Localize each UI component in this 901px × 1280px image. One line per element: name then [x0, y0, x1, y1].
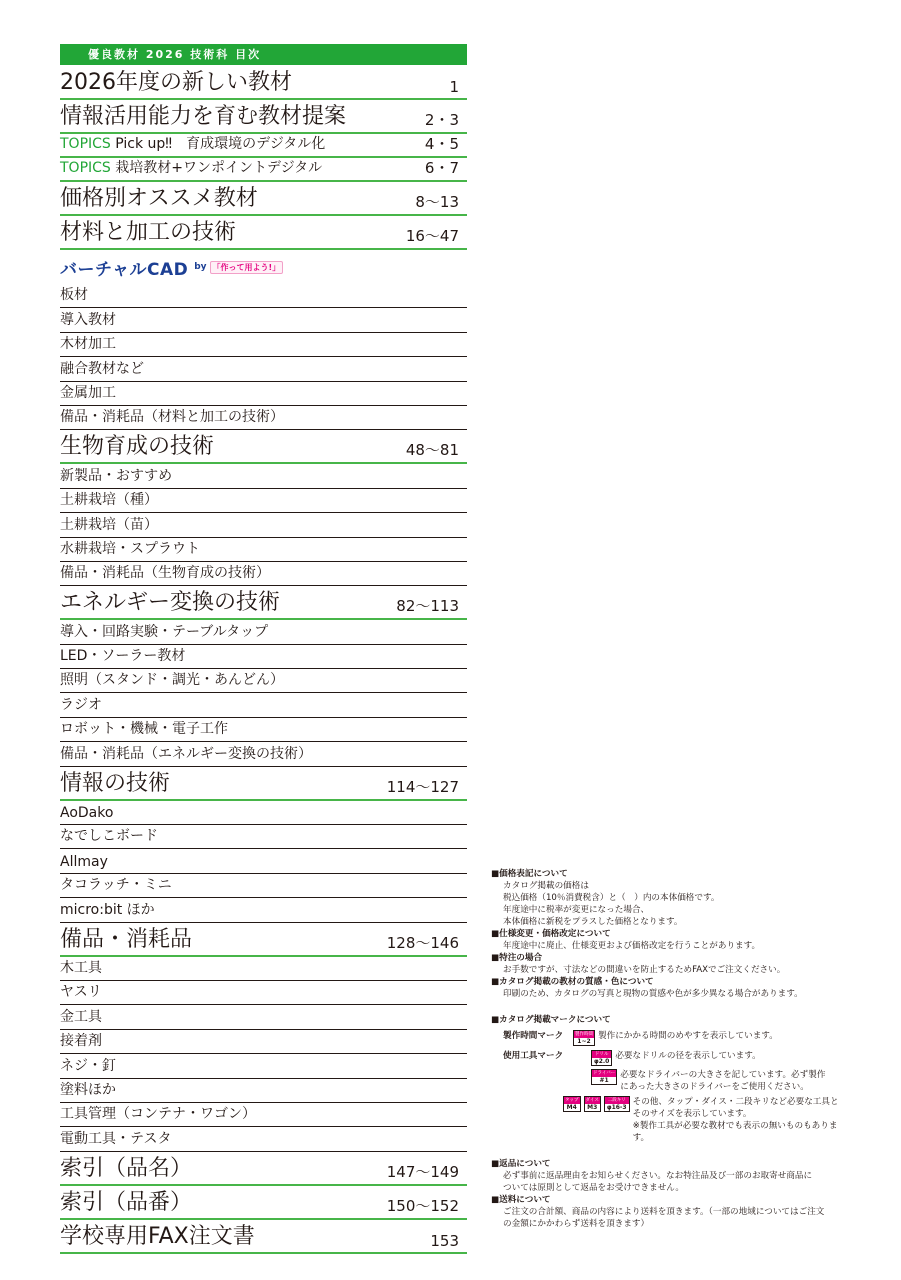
toc-entry-title: なでしこボード	[60, 828, 158, 845]
toc-entry-title: 塗料ほか	[60, 1081, 116, 1098]
other-tool-mark-text: その他、タップ・ダイス・二段キリなど必要な工具と そのサイズを表示しています。 ※製作工具が必要な教材でも表示の無いものもあります。	[632, 1097, 839, 1143]
toc-page-number: 48～81	[405, 441, 459, 460]
toc-entry-title: 木工具	[60, 959, 102, 976]
toc-section-heading	[60, 586, 467, 620]
note-shipping	[491, 1194, 851, 1230]
toc-section-heading	[60, 923, 467, 957]
toc-entry-title: 工具管理（コンテナ・ワゴン）	[60, 1106, 256, 1123]
toc-entry-title: 備品・消耗品（生物育成の技術）	[60, 565, 270, 582]
toc-sub-entry	[60, 1005, 467, 1029]
note-returns-line: 必ず事前に返品理由をお知らせください。なお特注品及び一部のお取寄せ商品に	[503, 1171, 813, 1181]
toc-section-heading	[60, 767, 467, 801]
toc-sub-entry	[60, 849, 467, 873]
toc-page-number: 128～146	[386, 933, 459, 952]
toc-section-heading	[60, 1152, 467, 1186]
time-mark-text: 製作にかかる時間のめやすを表示しています。	[598, 1031, 778, 1041]
note-spec-line: 年度途中に廃止、仕様変更および価格改定を行うことがあります。	[503, 941, 761, 951]
note-quality-line: 印刷のため、カタログの写真と現物の質感や色が多少異なる場合があります。	[503, 989, 803, 999]
toc-section-heading	[60, 430, 467, 464]
toc-entry-title: 情報の技術	[60, 770, 171, 796]
toc-section-heading	[60, 216, 467, 250]
two-step-drill-badge-icon: 二段キリ φ16-3	[604, 1096, 630, 1112]
toc-entry-title: 備品・消耗品（材料と加工の技術）	[60, 409, 284, 426]
toc-sub-entry	[60, 718, 467, 742]
note-special-head: ■特注の場合	[491, 953, 543, 963]
toc-sub-entry	[60, 1030, 467, 1054]
note-price-line: 税込価格（10％消費税含）と（ ）内の本体価格です。	[503, 893, 720, 903]
toc-section-heading	[60, 100, 467, 134]
toc-entry-title: TOPICS 栽培教材+ワンポイントデジタル	[60, 160, 323, 176]
toc-entry-title: 価格別オススメ教材	[60, 186, 258, 211]
toc-entry-title: LED・ソーラー教材	[60, 648, 186, 665]
toc-entry-title: 学校専用FAX注文書	[60, 1223, 255, 1249]
clock-badge-icon: 製作時間 1~2	[575, 1032, 593, 1045]
toc-entry-title: 材料と加工の技術	[60, 220, 237, 245]
toc-entry-title: TOPICS Pick up‼ 育成環境のデジタル化	[60, 136, 326, 152]
toc-entry-title: 土耕栽培（苗）	[60, 516, 158, 533]
virtual-cad-by-text: by	[194, 262, 207, 272]
note-marks	[491, 1014, 851, 1144]
toc-sub-entry	[60, 406, 467, 430]
toc-page-number: 153	[430, 1231, 459, 1250]
toc-page-number: 114～127	[386, 777, 459, 796]
toc-sub-entry	[60, 874, 467, 898]
virtual-cad-logo-text: バーチャルCAD	[60, 259, 189, 280]
toc-entry-title: エネルギー変換の技術	[60, 590, 281, 616]
toc-entry-title: ロボット・機械・電子工作	[60, 721, 228, 738]
virtual-cad-logo	[60, 250, 467, 284]
toc-sub-entry	[60, 669, 467, 693]
time-mark-label: 製作時間マーク	[503, 1031, 564, 1041]
toc-entry-title: 板材	[60, 287, 88, 304]
note-quality-head: ■カタログ掲載の教材の質感・色について	[491, 977, 654, 987]
toc-page-number: 4・5	[424, 135, 459, 153]
header-title: 優良教材 2026 技術科 目次	[88, 48, 262, 61]
toc-entry-title: AoDako	[60, 805, 114, 822]
table-of-contents	[60, 66, 467, 1254]
toc-section-heading	[60, 1186, 467, 1220]
toc-entry-title: タコラッチ・ミニ	[60, 877, 172, 894]
toc-page-number: 2・3	[424, 111, 459, 129]
toc-entry-title: micro:bit ほか	[60, 901, 155, 918]
toc-entry-title: 水耕栽培・スプラウト	[60, 540, 200, 557]
toc-entry-title: 導入教材	[60, 311, 116, 328]
toc-entry-title: 融合教材など	[60, 360, 144, 377]
toc-sub-entry	[60, 357, 467, 381]
toc-entry-title: 新製品・おすすめ	[60, 467, 173, 484]
toc-section-heading	[60, 1220, 467, 1254]
topics-tag: TOPICS	[60, 136, 111, 152]
note-price-head: ■価格表記について	[491, 869, 568, 879]
note-quality	[491, 976, 851, 1000]
toc-entry-title: ネジ・釘	[60, 1057, 116, 1074]
header-title-bar	[60, 44, 467, 65]
drill-mark-text: 必要なドリルの径を表示しています。	[615, 1051, 761, 1061]
toc-entry-title: ヤスリ	[60, 984, 102, 1001]
toc-page-number: 82～113	[396, 597, 459, 616]
toc-sub-entry	[60, 1079, 467, 1103]
toc-topic-entry	[60, 134, 467, 158]
note-shipping-line: ご注文の合計額、商品の内容により送料を頂きます。（一部の地域についてはご注文	[503, 1207, 825, 1217]
screwdriver-badge-icon: ドライバー #1	[593, 1071, 616, 1084]
toc-sub-entry	[60, 801, 467, 825]
toc-sub-entry	[60, 1103, 467, 1127]
note-price-line: 本体価格に新税をプラスした価格となります。	[503, 917, 683, 927]
toc-sub-entry	[60, 489, 467, 513]
note-marks-head: ■カタログ掲載マークについて	[491, 1015, 611, 1025]
note-returns-head: ■返品について	[491, 1159, 551, 1169]
die-badge-icon: ダイス M3	[585, 1098, 599, 1111]
toc-sub-entry	[60, 1054, 467, 1078]
toc-page-number: 6・7	[424, 159, 459, 177]
toc-entry-title: 照明（スタンド・調光・あんどん）	[60, 672, 284, 689]
toc-entry-title: ラジオ	[60, 696, 102, 713]
note-shipping-line: の金額にかかわらず送料を頂きます）	[503, 1219, 650, 1229]
topics-tag: TOPICS	[60, 160, 111, 176]
toc-entry-title: 情報活用能力を育む教材提案	[60, 104, 347, 129]
toc-sub-entry	[60, 981, 467, 1005]
toc-section-heading	[60, 182, 467, 216]
toc-sub-entry	[60, 1127, 467, 1151]
note-spec-head: ■仕様変更・価格改定について	[491, 929, 611, 939]
toc-sub-entry	[60, 382, 467, 406]
toc-sub-entry	[60, 742, 467, 766]
toc-sub-entry	[60, 308, 467, 332]
toc-sub-entry	[60, 538, 467, 562]
toc-entry-title: 土耕栽培（種）	[60, 492, 158, 509]
toc-page-number: 147～149	[386, 1162, 459, 1181]
other-tool-mark-row	[491, 1096, 851, 1144]
note-special-line: お手数ですが、寸法などの間違いを防止するためFAXでご注文ください。	[503, 965, 786, 975]
toc-entry-title: 備品・消耗品（エネルギー変換の技術）	[60, 745, 312, 762]
note-price-line: カタログ掲載の価格は	[503, 881, 589, 891]
toc-sub-entry	[60, 957, 467, 981]
virtual-cad-badge: 「作って用よう!」	[210, 261, 284, 274]
tool-mark-row	[491, 1050, 851, 1066]
toc-entry-title: 導入・回路実験・テーブルタップ	[60, 623, 269, 640]
toc-entry-title: Allmay	[60, 853, 108, 870]
driver-mark-row	[491, 1069, 851, 1093]
toc-entry-title: 索引（品名）	[60, 1155, 193, 1181]
toc-page-number: 1	[449, 78, 459, 96]
toc-sub-entry	[60, 562, 467, 586]
toc-sub-entry	[60, 693, 467, 717]
toc-page-number: 8～13	[415, 193, 459, 211]
tool-mark-label: 使用工具マーク	[503, 1051, 564, 1061]
note-special	[491, 952, 851, 976]
note-shipping-head: ■送料について	[491, 1195, 551, 1205]
drill-badge-icon: ドリル φ2.0	[591, 1050, 612, 1066]
toc-sub-entry	[60, 825, 467, 849]
tap-badge-icon: タップ M4	[565, 1098, 579, 1111]
toc-sub-entry	[60, 513, 467, 537]
toc-entry-title: 備品・消耗品	[60, 926, 193, 952]
toc-entry-title: 索引（品番）	[60, 1189, 193, 1215]
toc-sub-entry	[60, 284, 467, 308]
note-returns-line: ついては原則として返品をお受けできません。	[503, 1183, 684, 1193]
toc-entry-title: 生物育成の技術	[60, 434, 215, 460]
toc-sub-entry	[60, 898, 467, 922]
toc-section-heading	[60, 66, 467, 100]
toc-entry-title: 木材加工	[60, 336, 116, 353]
toc-sub-entry	[60, 333, 467, 357]
toc-topic-entry	[60, 158, 467, 182]
toc-page-number: 16～47	[405, 227, 459, 245]
driver-mark-text: 必要なドライバーの大きさを記しています。必ず製作 にあった大きさのドライバーをご使用ください。	[620, 1070, 826, 1092]
toc-entry-title: 電動工具・テスタ	[60, 1130, 172, 1147]
toc-sub-entry	[60, 645, 467, 669]
note-spec	[491, 928, 851, 952]
note-price	[491, 868, 851, 928]
time-mark-row	[491, 1030, 851, 1046]
toc-sub-entry	[60, 620, 467, 644]
toc-entry-title: 金工具	[60, 1008, 102, 1025]
toc-entry-title: 2026年度の新しい教材	[60, 70, 292, 95]
toc-entry-title: 接着剤	[60, 1033, 102, 1050]
toc-page-number: 150～152	[386, 1196, 459, 1215]
toc-sub-entry	[60, 464, 467, 488]
notes-panel	[491, 868, 851, 1230]
toc-entry-title: 金属加工	[60, 384, 116, 401]
note-returns	[491, 1158, 851, 1194]
note-price-line: 年度途中に税率が変更になった場合、	[503, 905, 650, 915]
